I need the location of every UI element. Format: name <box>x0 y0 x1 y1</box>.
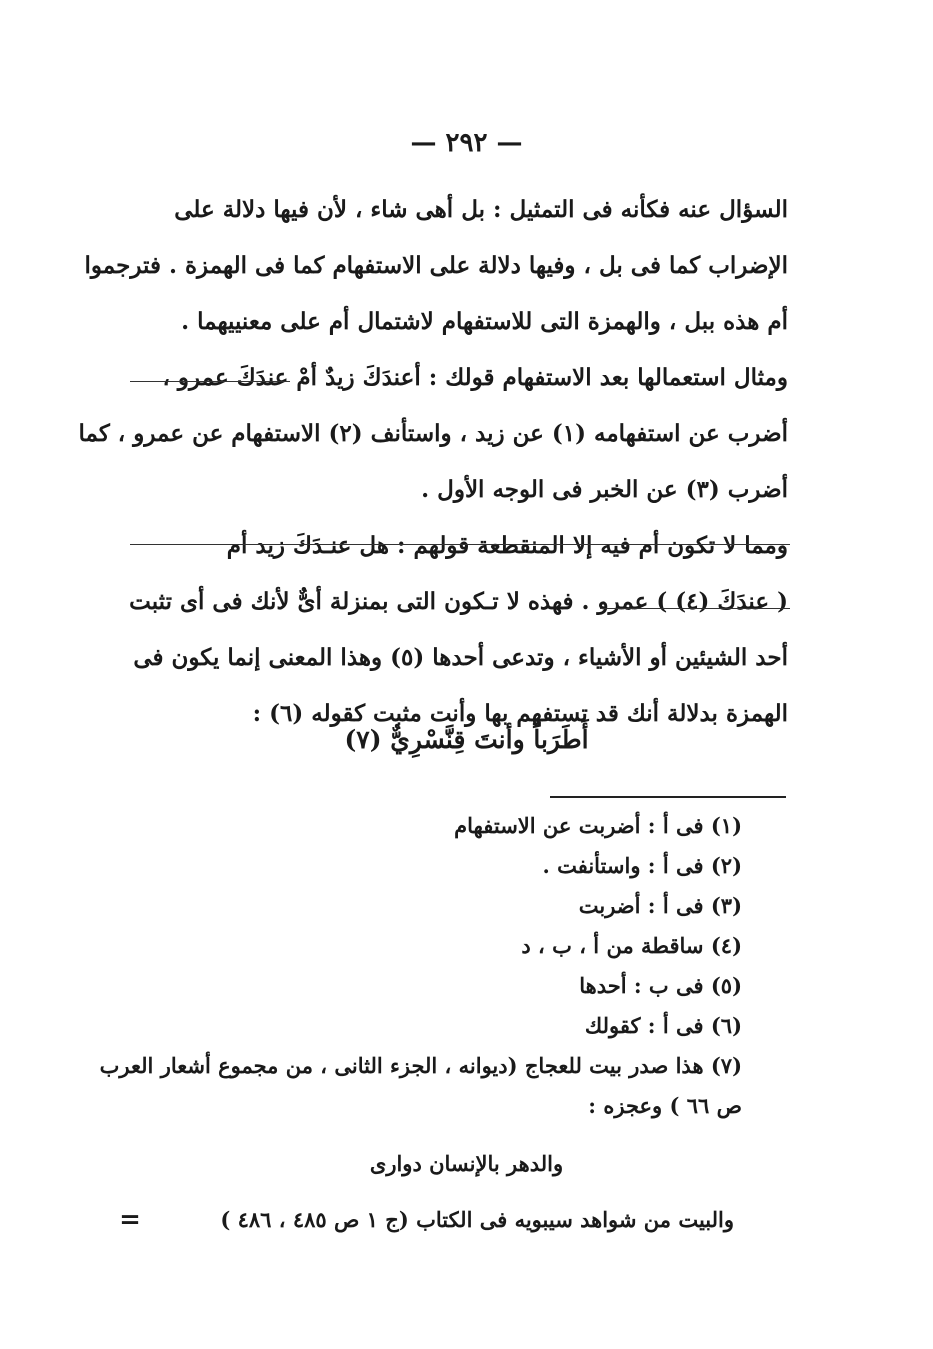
continuation-mark: = <box>119 1205 141 1235</box>
footnote: (٧) هذا صدر بيت للعجاج (ديوانه ، الجزء الثانى ، من مجموع أشعار العرب <box>99 1053 742 1078</box>
footnote: (٦) فى أ : كقولك <box>584 1013 742 1038</box>
underline-mark <box>600 608 790 609</box>
underline-mark <box>130 381 290 382</box>
body-line: الهمزة بدلالة أنك قد تستفهم بها وأنت مثبت كقوله (٦) : <box>252 700 788 727</box>
footnote: (٣) فى أ : أضربت <box>578 893 742 918</box>
footnote: (٤) ساقطة من أ ، ب ، د <box>521 933 742 958</box>
verse-line: أَطَرَباً وأنتَ قِنَّسْرِيٌّ (٧) <box>344 725 589 754</box>
body-line: السؤال عنه فكأنه فى التمثيل : بل أهى شاء ، لأن فيها دلالة على <box>174 196 788 223</box>
body-line: الإضراب كما فى بل ، وفيها دلالة على الاستفهام كما فى الهمزة . فترجموا <box>84 252 788 279</box>
footnote: (٢) فى أ : واستأنفت . <box>542 853 742 878</box>
footnote: ص ٦٦ ) وعجزه : <box>588 1093 742 1118</box>
page-number: — ٢٩٢ — <box>410 128 523 158</box>
body-line: أم هذه ببل ، والهمزة التى للاستفهام لاشتمال أم على معنييهما . <box>181 308 788 335</box>
main-text <box>78 182 788 742</box>
verse-hemistich: والدهر بالإنسان دوارى <box>369 1151 564 1176</box>
footnotes <box>99 806 742 1126</box>
body-line: ومثال استعمالها بعد الاستفهام قولك : أعندَكَ زيدٌ أمْ عندَكَ عمرو ، <box>162 364 788 391</box>
body-line: ومما لا تكون أم فيه إلا المنقطعة قولهم : هل عنـدَكَ زيد أم <box>226 532 788 559</box>
body-line: أضرب (٣) عن الخبر فى الوجه الأول . <box>421 476 788 503</box>
footnote-separator <box>550 796 786 798</box>
footnote: (١) فى أ : أضربت عن الاستفهام <box>454 813 742 838</box>
citation-line: والبيت من شواهد سيبويه فى الكتاب (ج ١ ص ٤٨٥ ، ٤٨٦ ) <box>220 1207 734 1232</box>
footnote: (٥) فى ب : أحدها <box>579 973 742 998</box>
underline-mark <box>130 544 790 545</box>
body-line: أحد الشيئين أو الأشياء ، وتدعى أحدها (٥) وهذا المعنى إنما يكون فى <box>133 644 788 671</box>
body-line: ( عندَكَ (٤) ) عمرو . فهذه لا تـكون التى بمنزلة أىٌّ لأنك فى أى تثبت <box>129 588 788 615</box>
body-line: أضرب عن استفهامه (١) عن زيد ، واستأنف (٢) الاستفهام عن عمرو ، كما <box>78 420 788 447</box>
